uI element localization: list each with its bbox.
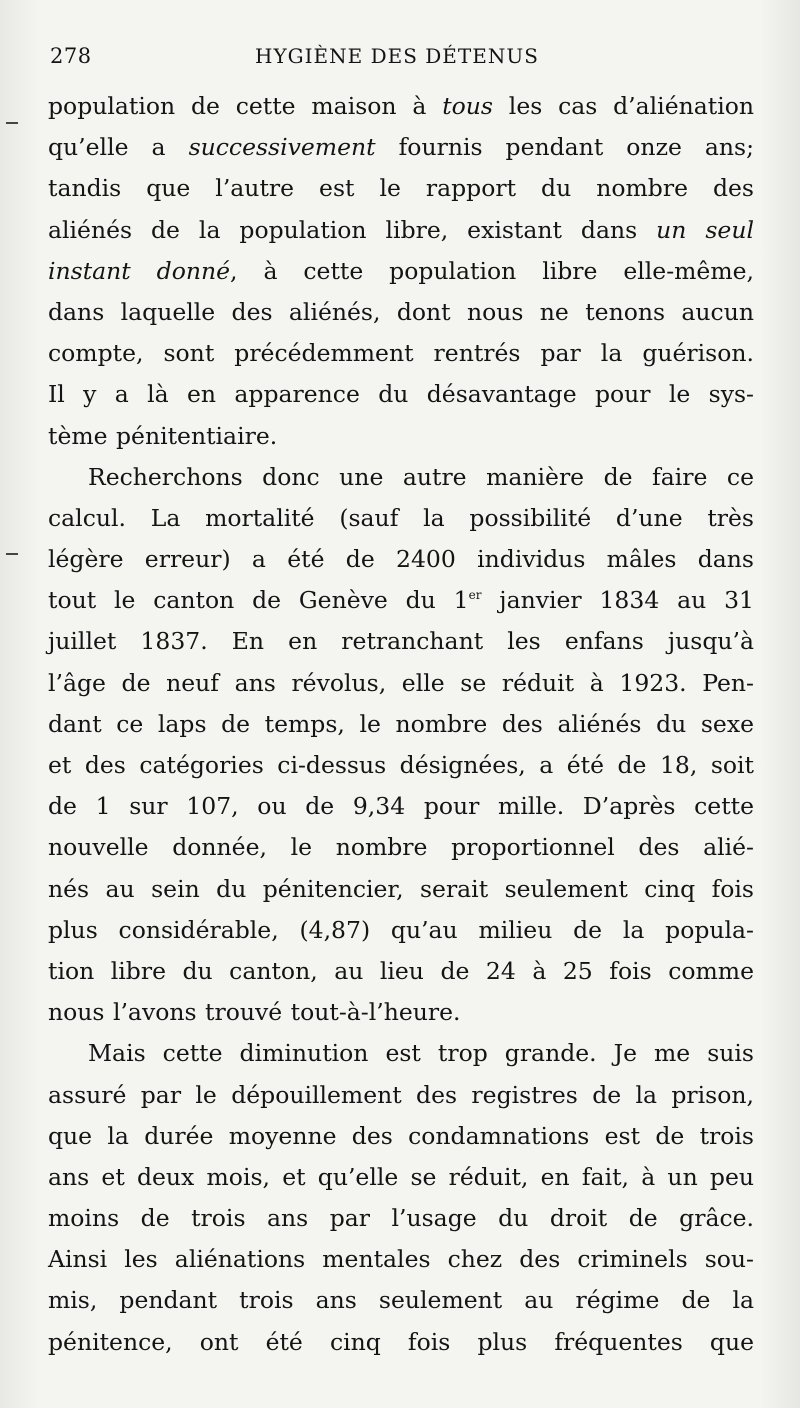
body-text bbox=[48, 86, 754, 1363]
text-line: ans et deux mois, et qu’elle se réduit, en fait, à un peu bbox=[48, 1162, 754, 1191]
text-line: dant ce laps de temps, le nombre des aliénés du sexe bbox=[48, 709, 754, 738]
text-line: pénitence, ont été cinq fois plus fréquentes que bbox=[48, 1327, 754, 1356]
text-line: Il y a là en apparence du désavantage pour le sys- bbox=[48, 380, 754, 409]
text-line: calcul. La mortalité (sauf la possibilité d’une très bbox=[48, 503, 754, 532]
text-line: Mais cette diminution est trop grande. Je me suis bbox=[88, 1039, 754, 1068]
text-line: nés au sein du pénitencier, serait seulement cinq fois bbox=[48, 874, 754, 903]
margin-mark bbox=[6, 553, 18, 555]
text-line: population de cette maison à tous les cas d’aliénation bbox=[48, 92, 754, 120]
text-line: plus considérable, (4,87) qu’au milieu de la popula- bbox=[48, 915, 754, 944]
text-line: juillet 1837. En en retranchant les enfans jusqu’à bbox=[48, 627, 754, 656]
running-head: HYGIÈNE DES DÉTENUS bbox=[255, 44, 539, 68]
text-line: et des catégories ci-dessus désignées, a été de 18, soit bbox=[48, 751, 754, 779]
text-line: légère erreur) a été de 2400 individus mâles dans bbox=[48, 545, 754, 574]
margin-mark bbox=[6, 122, 18, 124]
page-header bbox=[50, 42, 750, 76]
text-line: mis, pendant trois ans seulement au régime de la bbox=[48, 1286, 754, 1315]
text-line: que la durée moyenne des condamnations est de trois bbox=[48, 1121, 754, 1150]
text-line: Ainsi les aliénations mentales chez des criminels sou- bbox=[48, 1245, 754, 1274]
text-line: tème pénitentiaire. bbox=[48, 421, 278, 450]
text-line: tion libre du canton, au lieu de 24 à 25 fois comme bbox=[48, 956, 754, 985]
text-line: tout le canton de Genève du 1er janvier 1834 au 31 bbox=[48, 586, 754, 615]
text-line: tandis que l’autre est le rapport du nombre des bbox=[48, 174, 754, 203]
text-line: l’âge de neuf ans révolus, elle se réduit à 1923. Pen- bbox=[48, 668, 754, 697]
text-line: assuré par le dépouillement des registres de la prison, bbox=[48, 1080, 754, 1109]
text-line: qu’elle a successivement fournis pendant onze ans; bbox=[48, 133, 755, 162]
text-line: nous l’avons trouvé tout-à-l’heure. bbox=[48, 998, 461, 1027]
text-line: de 1 sur 107, ou de 9,34 pour mille. D’après cette bbox=[48, 792, 754, 821]
text-line: Recherchons donc une autre manière de faire ce bbox=[88, 462, 754, 491]
text-line: nouvelle donnée, le nombre proportionnel des alié- bbox=[48, 833, 754, 862]
text-line: dans laquelle des aliénés, dont nous ne tenons aucun bbox=[48, 297, 754, 326]
text-line: compte, sont précédemment rentrés par la guérison. bbox=[48, 339, 754, 368]
text-line: aliénés de la population libre, existant dans un seul bbox=[48, 215, 754, 244]
text-line: moins de trois ans par l’usage du droit de grâce. bbox=[48, 1204, 754, 1233]
text-line: instant donné, à cette population libre elle-même, bbox=[48, 256, 754, 285]
page-number: 278 bbox=[50, 44, 92, 68]
